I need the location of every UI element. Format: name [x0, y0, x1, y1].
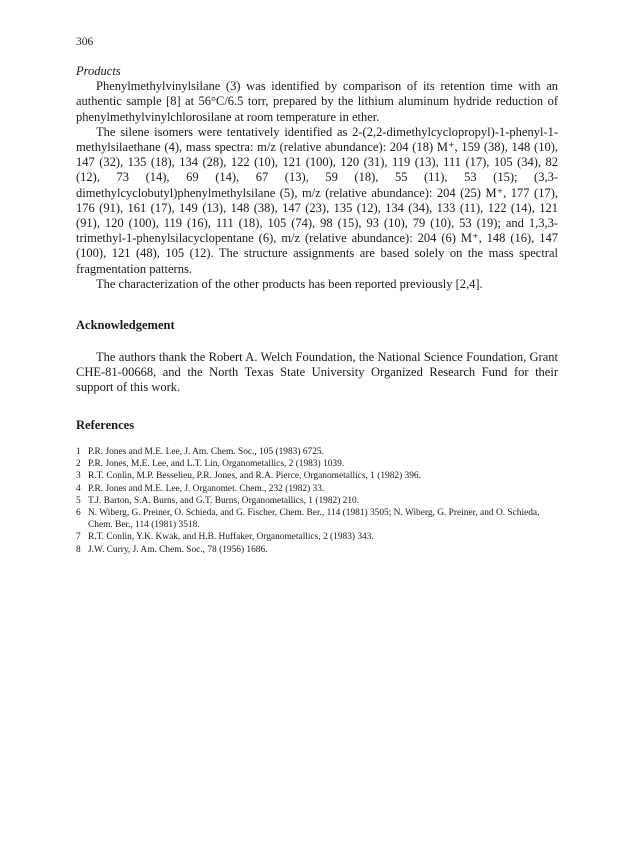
- products-section: [76, 64, 558, 292]
- references-heading: References: [76, 418, 135, 432]
- reference-text: N. Wiberg, G. Preiner, O. Schieda, and G. Fischer, Chem. Ber., 114 (1981) 3505; N. Wiberg, G. Preiner, and O. Schieda, Chem. Ber., 114 (1981) 3518.: [88, 508, 540, 531]
- reference-item: [76, 470, 558, 482]
- acknowledgement-text: The authors thank the Robert A. Welch Foundation, the National Science Foundation, Grant CHE-81-00668, and the North Texas State University Organized Research Fund for their support of this work.: [76, 350, 558, 395]
- reference-item: [76, 531, 558, 543]
- reference-number: 6: [76, 508, 81, 519]
- reference-number: 4: [76, 483, 81, 494]
- reference-text: P.R. Jones, M.E. Lee, and L.T. Lin, Organometallics, 2 (1983) 1039.: [88, 459, 345, 470]
- reference-item: [76, 495, 558, 507]
- reference-text: P.R. Jones and M.E. Lee, J. Am. Chem. Soc., 105 (1983) 6725.: [88, 447, 324, 457]
- acknowledgement-heading: Acknowledgement: [76, 318, 175, 332]
- products-paragraph-1: Phenylmethylvinylsilane (3) was identified by comparison of its retention time with an authentic sample [8] at 56°C/6.5 torr, prepared by the lithium aluminum hydride reduction of phenylmethylvinylchlorosilane at room temperature in ether.: [76, 79, 558, 124]
- reference-number: 2: [76, 459, 81, 470]
- reference-item: [76, 483, 558, 495]
- reference-item: [76, 446, 558, 458]
- products-paragraph-2: The silene isomers were tentatively identified as 2-(2,2-dimethylcyclopropyl)-1-phenyl-1-methylsilaethane (4), mass spectra: m/z (relative abundance): 204 (18) M⁺, 159 (38), 148 (10), 147 (32), 135 (18), 134 (28), 122 (10), 121 (100), 120 (31), 119 (13), 111 (17), 105 (34), 82 (12), 73 (14), 69 (14), 67 (13), 59 (18), 55 (11), 53 (15); (3,3-dimethylcyclobutyl)phenylmethylsilane (5), m/z (relative abundance): 204 (25) M⁺, 177 (17), 176 (91), 161 (17), 149 (13), 148 (38), 147 (23), 135 (12), 134 (34), 133 (11), 122 (14), 121 (91), 120 (100), 119 (16), 111 (18), 105 (74), 98 (15), 93 (10), 79 (10), 53 (19); and 1,3,3-trimethyl-1-phenylsilacyclopentane (6), m/z (relative abundance): 204 (6) M⁺, 148 (16), 147 (100), 121 (48), 105 (12). The structure assignments are based solely on the mass spectral fragmentation patterns.: [76, 124, 558, 276]
- reference-number: 1: [76, 447, 81, 457]
- reference-number: 3: [76, 471, 81, 482]
- reference-text: P.R. Jones and M.E. Lee, J. Organomet. Chem., 232 (1982) 33.: [88, 483, 325, 494]
- reference-number: 8: [76, 544, 81, 555]
- products-heading: Products: [76, 64, 121, 78]
- reference-text: T.J. Barton, S.A. Burns, and G.T. Burns, Organometallics, 1 (1982) 210.: [88, 495, 360, 506]
- page-number: 306: [76, 36, 94, 48]
- products-paragraph-3: The characterization of the other products has been reported previously [2,4].: [96, 276, 483, 291]
- reference-number: 5: [76, 495, 81, 506]
- reference-item: [76, 458, 558, 470]
- reference-text: J.W. Curry, J. Am. Chem. Soc., 78 (1956) 1686.: [88, 544, 268, 555]
- reference-text: R.T. Conlin, M.P. Besselieu, P.R. Jones, and R.A. Pierce, Organometallics, 1 (1982) 396.: [88, 471, 421, 482]
- reference-number: 7: [76, 532, 81, 543]
- reference-item: [76, 507, 558, 531]
- references-list: [76, 446, 558, 556]
- reference-text: R.T. Conlin, Y.K. Kwak, and H.B. Huffaker, Organometallics, 2 (1983) 343.: [88, 532, 374, 543]
- reference-item: [76, 544, 558, 556]
